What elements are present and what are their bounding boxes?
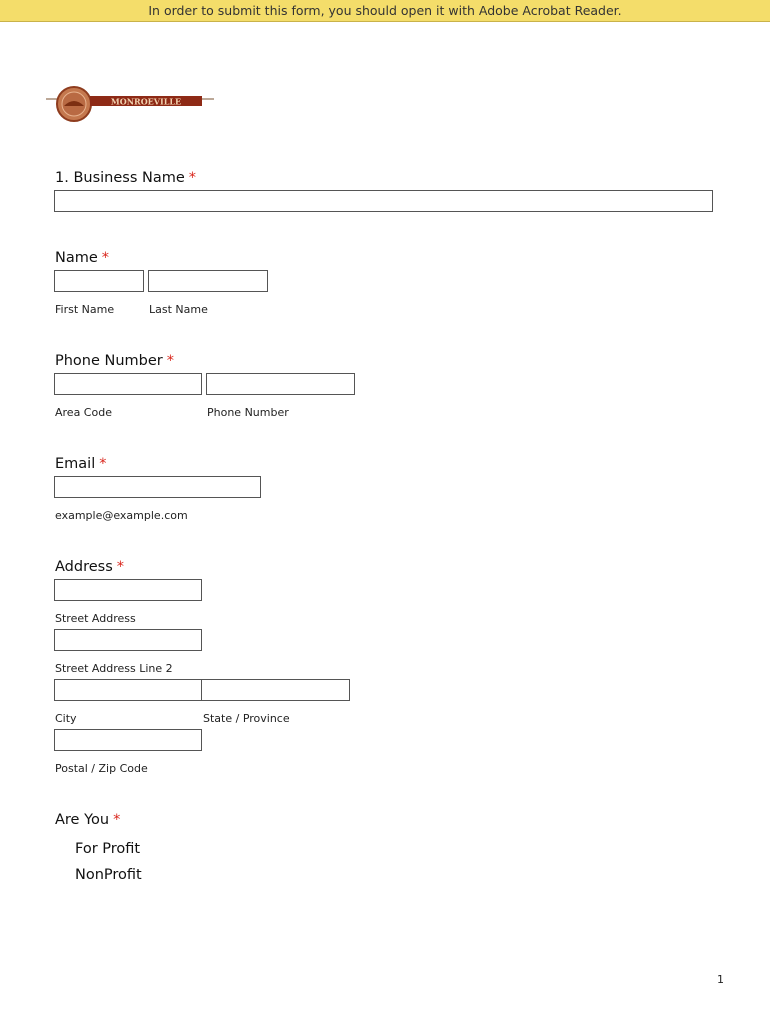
street-address-sublabel: Street Address [55, 612, 136, 625]
required-asterisk: * [99, 456, 107, 472]
svg-text:MONROEVILLE: MONROEVILLE [110, 96, 182, 107]
monroeville-logo [44, 84, 216, 124]
email-input[interactable] [54, 476, 261, 498]
state-province-sublabel: State / Province [203, 712, 290, 725]
business-name-label-text: 1. Business Name [55, 170, 185, 186]
phone-label [55, 353, 174, 369]
city-input[interactable] [54, 679, 202, 701]
street-address-input[interactable] [54, 579, 202, 601]
required-asterisk: * [101, 250, 110, 266]
last-name-sublabel: Last Name [149, 303, 208, 316]
last-name-input[interactable] [148, 270, 268, 292]
email-label [55, 456, 106, 472]
street-address-line2-input[interactable] [54, 629, 202, 651]
required-asterisk: * [116, 559, 124, 575]
phone-number-input[interactable] [206, 373, 355, 395]
required-asterisk: * [166, 353, 175, 369]
postal-zip-sublabel: Postal / Zip Code [55, 762, 148, 775]
name-label-text: Name [55, 250, 98, 266]
phone-number-sublabel: Phone Number [207, 406, 289, 419]
are-you-label [55, 812, 120, 828]
for-profit-option[interactable]: For Profit [75, 841, 141, 857]
required-asterisk: * [188, 170, 197, 186]
page-number: 1 [717, 973, 724, 986]
acrobat-warning-banner: In order to submit this form, you should open it with Adobe Acrobat Reader. [0, 0, 770, 22]
street-address-line2-sublabel: Street Address Line 2 [55, 662, 173, 675]
required-asterisk: * [113, 812, 121, 828]
first-name-sublabel: First Name [55, 303, 115, 316]
business-name-label [55, 170, 196, 186]
address-label [55, 559, 124, 575]
email-label-text: Email [55, 456, 96, 472]
phone-label-text: Phone Number [55, 353, 163, 369]
business-name-input[interactable] [54, 190, 713, 212]
nonprofit-option[interactable]: NonProfit [75, 867, 142, 883]
name-label [55, 250, 109, 266]
area-code-input[interactable] [54, 373, 202, 395]
state-province-input[interactable] [201, 679, 350, 701]
postal-zip-input[interactable] [54, 729, 202, 751]
address-label-text: Address [55, 559, 113, 575]
email-hint: example@example.com [55, 509, 188, 522]
are-you-label-text: Are You [55, 812, 110, 828]
city-sublabel: City [55, 712, 77, 725]
first-name-input[interactable] [54, 270, 144, 292]
area-code-sublabel: Area Code [55, 406, 112, 419]
